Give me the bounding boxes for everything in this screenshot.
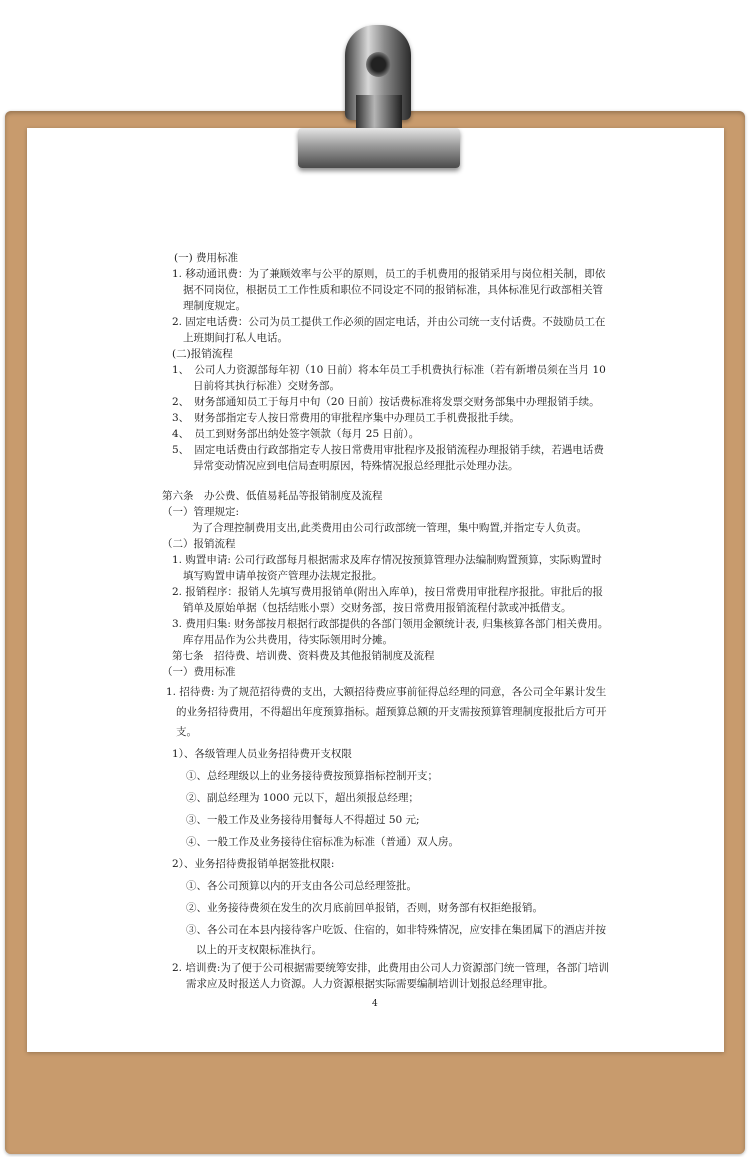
text-line: 1. 购置申请: 公司行政部每月根据需求及库存情况按预算管理办法编制购置预算，实际购置时 bbox=[172, 554, 602, 566]
text-line: 1. 移动通讯费：为了兼顾效率与公平的原则，员工的手机费用的报销采用与岗位相关制，即依 bbox=[172, 268, 606, 280]
text-line: 3. 费用归集: 财务部按月根据行政部提供的各部门领用金额统计表, 归集核算各部门相关费用。 bbox=[172, 618, 609, 630]
article-6-heading: 第六条 办公费、低值易耗品等报销制度及流程 bbox=[162, 490, 383, 502]
text-line: 2）、业务招待费报销单据签批权限: bbox=[172, 858, 335, 870]
text-line: 据不同岗位，根据员工工作性质和职位不同设定不同的报销标准，具体标准见行政部相关管 bbox=[183, 284, 603, 296]
text-line: 支。 bbox=[176, 726, 197, 738]
text-line: 1）、各级管理人员业务招待费开支权限 bbox=[172, 748, 352, 760]
text-line: ①、各公司预算以内的开支由各公司总经理签批。 bbox=[186, 880, 417, 892]
text-line: 4、 员工到财务部出纳处签字领款（每月 25 日前）。 bbox=[172, 428, 420, 440]
text-line: 以上的开支权限标准执行。 bbox=[196, 944, 322, 956]
text-line: 上班期间打私人电话。 bbox=[183, 332, 288, 344]
subheading-fee-standard: (一) 费用标准 bbox=[174, 252, 239, 264]
text-line: 2、 财务部通知员工于每月中旬（20 日前）按话费标准将发票交财务部集中办理报销手续。 bbox=[172, 396, 600, 408]
subheading: （一）费用标准 bbox=[162, 666, 236, 678]
text-line: ①、总经理级以上的业务接待费按预算指标控制开支； bbox=[186, 770, 438, 782]
text-line: ②、业务接待费须在发生的次月底前回单报销，否则，财务部有权拒绝报销。 bbox=[186, 902, 543, 914]
text-line: 为了合理控制费用支出,此类费用由公司行政部统一管理，集中购置,并指定专人负责。 bbox=[192, 522, 588, 534]
text-line: 理制度规定。 bbox=[183, 300, 246, 312]
text-line: 的业务招待费用，不得超出年度预算指标。超预算总额的开支需按预算管理制度报批后方可开 bbox=[176, 706, 607, 718]
text-line: 1、 公司人力资源部每年初（10 日前）将本年员工手机费执行标准（若有新增员须在当月 10 bbox=[172, 364, 606, 376]
subheading-reimbursement-flow: (二)报销流程 bbox=[172, 348, 233, 360]
page-number: 4 bbox=[372, 999, 378, 1009]
clip-hole bbox=[366, 52, 391, 77]
text-line: 1. 招待费: 为了规范招待费的支出，大额招待费应事前征得总经理的同意，各公司全年累计发生 bbox=[166, 686, 607, 698]
text-line: 2. 固定电话费：公司为员工提供工作必须的固定电话，并由公司统一支付话费。不鼓励员工在 bbox=[172, 316, 606, 328]
clip-jaw bbox=[298, 128, 460, 168]
subheading: （一）管理规定: bbox=[162, 506, 240, 518]
text-line: 日前将其执行标准）交财务部。 bbox=[193, 380, 340, 392]
text-line: 2. 培训费:为了便于公司根据需要统筹安排，此费用由公司人力资源部门统一管理，各部门培训 bbox=[172, 962, 609, 974]
text-line: 库存用品作为公共费用，待实际领用时分摊。 bbox=[183, 634, 393, 646]
text-line: 销单及原始单据（包括结账小票）交财务部，按日常费用报销流程付款或冲抵借支。 bbox=[183, 602, 572, 614]
text-line: 2. 报销程序：报销人先填写费用报销单(附出入库单)，按日常费用审批程序报批。审批后的报 bbox=[172, 586, 604, 598]
text-line: 异常变动情况应到电信局查明原因，特殊情况报总经理批示处理办法。 bbox=[193, 460, 519, 472]
text-line: ②、副总经理为 1000 元以下，超出须报总经理； bbox=[186, 792, 419, 804]
subheading: （二）报销流程 bbox=[162, 538, 236, 550]
text-line: ④、一般工作及业务接待住宿标准为标准（普通）双人房。 bbox=[186, 836, 459, 848]
text-line: 需求应及时报送人力资源。人力资源根据实际需要编制培训计划报总经理审批。 bbox=[186, 978, 554, 990]
text-line: 填写购置申请单按资产管理办法规定报批。 bbox=[183, 570, 383, 582]
text-line: ③、各公司在本县内接待客户吃饭、住宿的，如非特殊情况，应安排在集团属下的酒店并按 bbox=[186, 924, 606, 936]
article-7-heading: 第七条 招待费、培训费、资料费及其他报销制度及流程 bbox=[172, 650, 435, 662]
text-line: ③、一般工作及业务接待用餐每人不得超过 50 元; bbox=[186, 814, 420, 826]
text-line: 3、 财务部指定专人按日常费用的审批程序集中办理员工手机费报批手续。 bbox=[172, 412, 520, 424]
text-line: 5、 固定电话费由行政部指定专人按日常费用审批程序及报销流程办理报销手续，若遇电话费 bbox=[172, 444, 604, 456]
